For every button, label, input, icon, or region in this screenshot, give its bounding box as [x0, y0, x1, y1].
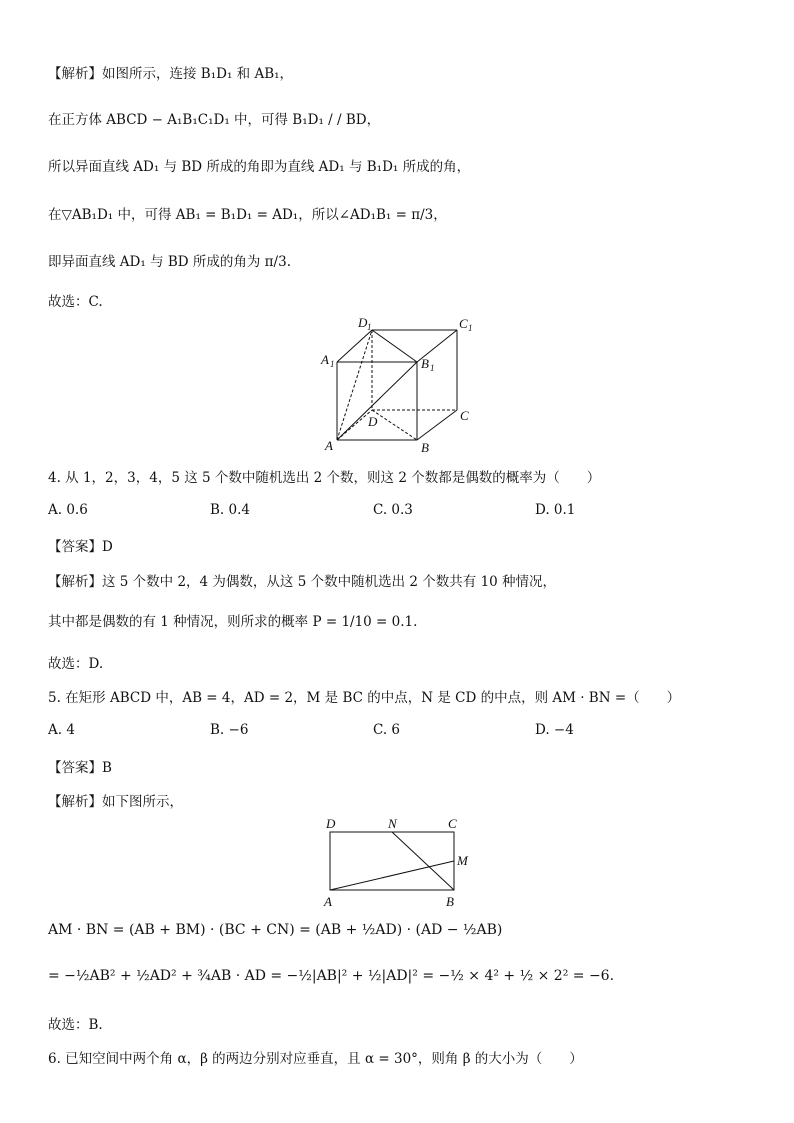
- solution-line-6: 故选：C.: [48, 294, 103, 310]
- rect-label-N: N: [388, 816, 397, 831]
- cube-label-A: A: [325, 438, 333, 453]
- rectangle-figure: [318, 814, 478, 910]
- q5-option-a: A. 4: [48, 722, 75, 738]
- solution-line-1: 【解析】如图所示，连接 B₁D₁ 和 AB₁，: [48, 66, 294, 82]
- q4-solution-3: 故选：D.: [48, 656, 104, 672]
- rect-label-D: D: [326, 816, 336, 831]
- solution-line-2: 在正方体 ABCD − A₁B₁C₁D₁ 中，可得 B₁D₁ / / BD，: [48, 112, 381, 128]
- cube-label-C1-sub: 1: [468, 323, 473, 333]
- q4-option-a: A. 0.6: [48, 502, 88, 518]
- cube-label-B1: B: [421, 356, 429, 371]
- q5-solution-3: 故选：B.: [48, 1017, 103, 1033]
- q5-equation-1: AM · BN = (AB + BM) · (BC + CN) = (AB + ½AD) · (AD − ½AB): [48, 922, 503, 938]
- solution-line-4: 在▽AB₁D₁ 中，可得 AB₁ = B₁D₁ = AD₁，所以∠AD₁B₁ = π/3，: [48, 207, 447, 223]
- cube-label-A1: A: [321, 352, 329, 367]
- q4-option-b: B. 0.4: [210, 502, 250, 518]
- q5-equation-2: = −½AB² + ½AD² + ¾AB · AD = −½|AB|² + ½|AD|² = −½ × 4² + ½ × 2² = −6.: [48, 968, 615, 984]
- question-4: 4. 从 1，2，3，4，5 这 5 个数中随机选出 2 个数，则这 2 个数都是偶数的概率为（ ）: [48, 470, 601, 486]
- cube-label-C: C: [460, 408, 469, 423]
- cube-label-B1-sub: 1: [430, 363, 435, 373]
- q5-solution-1: 【解析】如下图所示，: [48, 794, 183, 810]
- question-5: 5. 在矩形 ABCD 中，AB = 4，AD = 2，M 是 BC 的中点，N 是 CD 的中点，则 AM · BN =（ ）: [48, 690, 681, 706]
- cube-label-C1: C: [459, 316, 468, 331]
- rect-label-C: C: [448, 816, 457, 831]
- q5-option-d: D. −4: [535, 722, 574, 738]
- q5-option-c: C. 6: [373, 722, 401, 738]
- solution-line-3: 所以异面直线 AD₁ 与 BD 所成的角即为直线 AD₁ 与 B₁D₁ 所成的角，: [48, 159, 471, 175]
- rect-label-A: A: [324, 894, 332, 909]
- q5-answer: 【答案】B: [48, 760, 112, 776]
- q4-solution-2: 其中都是偶数的有 1 种情况，则所求的概率 P = 1/10 = 0.1.: [48, 614, 418, 630]
- q5-option-b: B. −6: [210, 722, 249, 738]
- q4-answer: 【答案】D: [48, 539, 113, 555]
- cube-label-D1-sub: 1: [367, 322, 372, 332]
- cube-label-A1-sub: 1: [330, 359, 335, 369]
- question-6: 6. 已知空间中两个角 α，β 的两边分别对应垂直，且 α = 30°，则角 β 的大小为（ ）: [48, 1051, 583, 1067]
- cube-label-B: B: [421, 440, 429, 455]
- cube-label-D1: D: [358, 315, 368, 330]
- cube-figure: [315, 312, 485, 457]
- q4-solution-1: 【解析】这 5 个数中 2，4 为偶数，从这 5 个数中随机选出 2 个数共有 10 种情况，: [48, 574, 557, 590]
- q4-option-d: D. 0.1: [535, 502, 576, 518]
- solution-line-5: 即异面直线 AD₁ 与 BD 所成的角为 π/3.: [48, 254, 291, 270]
- cube-label-D: D: [368, 414, 378, 429]
- q4-option-c: C. 0.3: [373, 502, 413, 518]
- rect-label-M: M: [457, 853, 468, 868]
- rect-label-B: B: [446, 894, 454, 909]
